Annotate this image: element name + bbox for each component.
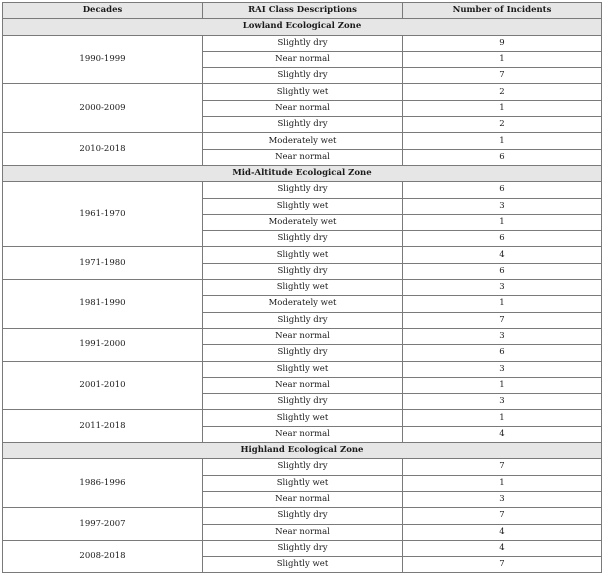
rai-class-cell: Moderately wet — [203, 214, 403, 230]
incident-count-cell: 1 — [403, 133, 602, 149]
rai-class-cell: Slightly dry — [203, 345, 403, 361]
decade-cell: 1961-1970 — [3, 182, 203, 247]
incident-count-cell: 4 — [403, 524, 602, 540]
rai-class-cell: Near normal — [203, 524, 403, 540]
rai-class-cell: Near normal — [203, 149, 403, 165]
table-row — [3, 133, 602, 149]
rai-class-cell: Near normal — [203, 328, 403, 344]
rai-class-cell: Slightly dry — [203, 68, 403, 84]
table-body — [3, 19, 602, 573]
rai-class-cell: Slightly dry — [203, 508, 403, 524]
rai-class-cell: Slightly dry — [203, 263, 403, 279]
rai-class-cell: Near normal — [203, 51, 403, 67]
rai-class-cell: Slightly wet — [203, 198, 403, 214]
incident-count-cell: 6 — [403, 263, 602, 279]
rai-class-cell: Slightly wet — [203, 557, 403, 573]
incident-count-cell: 1 — [403, 377, 602, 393]
decade-cell: 2001-2010 — [3, 361, 203, 410]
rai-incidents-table — [2, 2, 602, 573]
decade-cell: 1971-1980 — [3, 247, 203, 280]
decade-cell: 1991-2000 — [3, 328, 203, 361]
rai-class-cell: Near normal — [203, 491, 403, 507]
decade-cell: 1997-2007 — [3, 508, 203, 541]
rai-class-cell: Near normal — [203, 100, 403, 116]
rai-class-cell: Slightly dry — [203, 35, 403, 51]
decade-cell: 1986-1996 — [3, 459, 203, 508]
incident-count-cell: 7 — [403, 68, 602, 84]
incident-count-cell: 4 — [403, 540, 602, 556]
rai-class-cell: Slightly wet — [203, 361, 403, 377]
table-row — [3, 247, 602, 263]
rai-class-cell: Slightly dry — [203, 117, 403, 133]
table-row — [3, 459, 602, 475]
rai-class-cell: Moderately wet — [203, 296, 403, 312]
rai-class-cell: Slightly dry — [203, 312, 403, 328]
zone-title: Mid-Altitude Ecological Zone — [3, 165, 602, 181]
rai-class-cell: Slightly dry — [203, 459, 403, 475]
incident-count-cell: 6 — [403, 345, 602, 361]
incident-count-cell: 7 — [403, 508, 602, 524]
table-row — [3, 84, 602, 100]
incident-count-cell: 6 — [403, 182, 602, 198]
table-row — [3, 182, 602, 198]
rai-class-cell: Near normal — [203, 426, 403, 442]
decade-cell: 1990-1999 — [3, 35, 203, 84]
rai-class-cell: Slightly wet — [203, 84, 403, 100]
incident-count-cell: 9 — [403, 35, 602, 51]
incident-count-cell: 4 — [403, 426, 602, 442]
incident-count-cell: 1 — [403, 214, 602, 230]
rai-class-cell: Slightly dry — [203, 182, 403, 198]
table-row — [3, 508, 602, 524]
rai-class-cell: Slightly wet — [203, 475, 403, 491]
decade-cell: 1981-1990 — [3, 280, 203, 329]
table-row — [3, 35, 602, 51]
decade-cell: 2011-2018 — [3, 410, 203, 443]
rai-class-cell: Slightly dry — [203, 394, 403, 410]
incident-count-cell: 7 — [403, 557, 602, 573]
incident-count-cell: 1 — [403, 100, 602, 116]
rai-class-cell: Moderately wet — [203, 133, 403, 149]
incident-count-cell: 3 — [403, 280, 602, 296]
incident-count-cell: 6 — [403, 149, 602, 165]
decade-cell: 2008-2018 — [3, 540, 203, 573]
table-row — [3, 280, 602, 296]
zone-row — [3, 165, 602, 181]
incident-count-cell: 3 — [403, 328, 602, 344]
table-row — [3, 540, 602, 556]
incident-count-cell: 3 — [403, 491, 602, 507]
table-row — [3, 361, 602, 377]
rai-class-cell: Slightly wet — [203, 410, 403, 426]
rai-class-cell: Slightly wet — [203, 280, 403, 296]
table-row — [3, 410, 602, 426]
zone-title: Highland Ecological Zone — [3, 443, 602, 459]
incident-count-cell: 2 — [403, 117, 602, 133]
header-incidents: Number of Incidents — [403, 3, 602, 19]
table-row — [3, 328, 602, 344]
incident-count-cell: 1 — [403, 296, 602, 312]
incident-count-cell: 3 — [403, 361, 602, 377]
decade-cell: 2000-2009 — [3, 84, 203, 133]
header-row — [3, 3, 602, 19]
incident-count-cell: 4 — [403, 247, 602, 263]
zone-row — [3, 443, 602, 459]
incident-count-cell: 6 — [403, 231, 602, 247]
incident-count-cell: 1 — [403, 410, 602, 426]
incident-count-cell: 1 — [403, 475, 602, 491]
zone-title: Lowland Ecological Zone — [3, 19, 602, 35]
incident-count-cell: 2 — [403, 84, 602, 100]
incident-count-cell: 7 — [403, 459, 602, 475]
rai-class-cell: Slightly dry — [203, 231, 403, 247]
rai-class-cell: Near normal — [203, 377, 403, 393]
rai-class-cell: Slightly dry — [203, 540, 403, 556]
incident-count-cell: 7 — [403, 312, 602, 328]
header-decades: Decades — [3, 3, 203, 19]
zone-row — [3, 19, 602, 35]
incident-count-cell: 3 — [403, 394, 602, 410]
header-rai-class: RAI Class Descriptions — [203, 3, 403, 19]
incident-count-cell: 1 — [403, 51, 602, 67]
decade-cell: 2010-2018 — [3, 133, 203, 166]
rai-class-cell: Slightly wet — [203, 247, 403, 263]
incident-count-cell: 3 — [403, 198, 602, 214]
